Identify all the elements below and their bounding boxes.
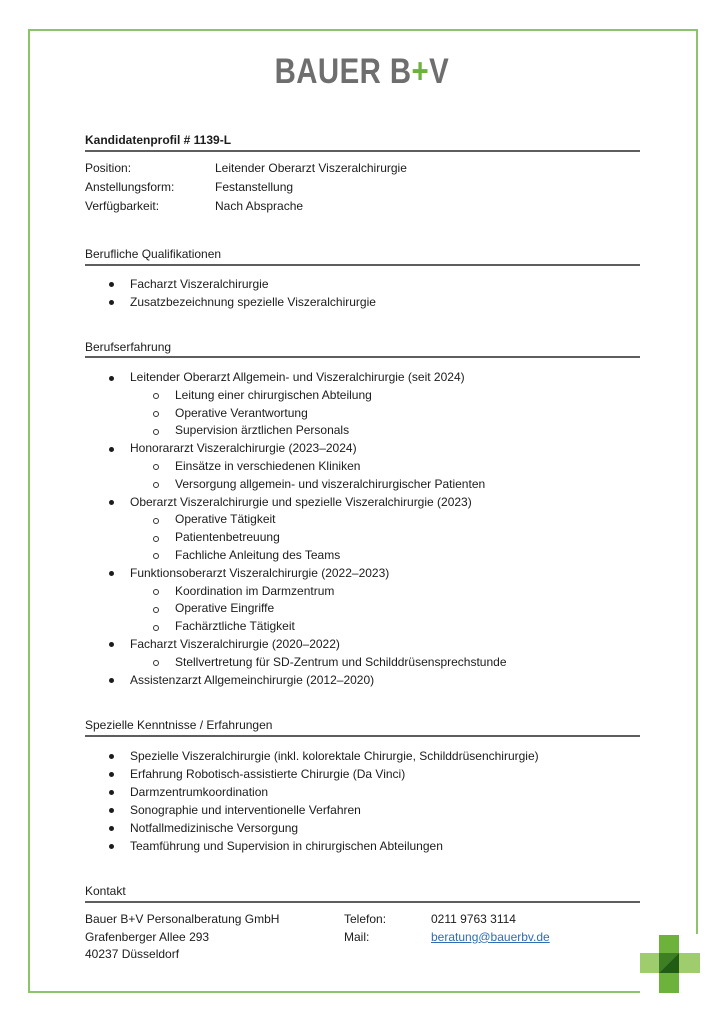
phone-number: 0211 9763 3114: [431, 912, 516, 926]
list-item: [85, 783, 645, 801]
section-heading-skills: Spezielle Kenntnisse / Erfahrungen: [85, 718, 273, 732]
experience-item: [85, 672, 645, 690]
section-divider: [85, 264, 640, 266]
frame-border-top: [28, 29, 698, 31]
list-item-text: Erfahrung Robotisch-assistierte Chirurgie (Da Vinci): [130, 767, 406, 781]
experience-item: [85, 636, 645, 654]
field-value: Leitender Oberarzt Viszeralchirurgie: [215, 161, 407, 175]
experience-detail-text: Operative Verantwortung: [175, 405, 308, 420]
experience-item: [85, 369, 645, 387]
experience-detail: [85, 405, 645, 423]
list-item: [85, 837, 645, 855]
experience-detail: [85, 529, 645, 547]
experience-detail: [85, 458, 645, 476]
city-address: 40237 Düsseldorf: [85, 947, 180, 962]
bullet-icon: [109, 376, 114, 381]
section-divider: [85, 356, 640, 358]
experience-item: [85, 565, 645, 583]
experience-detail: [85, 547, 645, 565]
experience-detail: [85, 583, 645, 601]
sub-bullet-icon: [153, 536, 159, 542]
field-label: Anstellungsform:: [85, 180, 175, 194]
experience-detail: [85, 600, 645, 618]
bullet-icon: [109, 754, 114, 759]
list-item-text: Sonographie und interventionelle Verfahren: [130, 803, 361, 817]
sub-bullet-icon: [153, 607, 159, 613]
bullet-icon: [109, 447, 114, 452]
experience-item: [85, 440, 645, 458]
bullet-icon: [109, 844, 114, 849]
field-position: [85, 159, 640, 178]
sub-bullet-icon: [153, 464, 159, 470]
list-item-text: Zusatzbezeichnung spezielle Viszeralchirurgie: [130, 295, 376, 309]
field-value: Nach Absprache: [215, 199, 304, 213]
logo-text-right: V: [429, 52, 450, 91]
experience-detail-text: Koordination im Darmzentrum: [175, 583, 335, 598]
experience-item: [85, 494, 645, 512]
list-item-text: Spezielle Viszeralchirurgie (inkl. kolorektale Chirurgie, Schilddrüsenchirurgie): [130, 749, 539, 763]
contact-row: [85, 911, 645, 929]
experience-title: Assistenzarzt Allgemeinchirurgie (2012–2020): [130, 672, 375, 687]
field-availability: [85, 197, 640, 216]
sub-bullet-icon: [153, 660, 159, 666]
contact-block: [85, 911, 645, 964]
sub-bullet-icon: [153, 625, 159, 631]
list-item: [85, 275, 645, 293]
experience-detail-text: Patientenbetreuung: [175, 530, 280, 545]
list-item: [85, 819, 645, 837]
experience-detail-text: Operative Tätigkeit: [175, 512, 276, 527]
experience-detail: [85, 654, 645, 672]
experience-title: Leitender Oberarzt Allgemein- und Viszeralchirurgie (seit 2024): [130, 370, 465, 384]
bullet-icon: [109, 772, 114, 777]
street-address: Grafenberger Allee 293: [85, 929, 210, 944]
sub-bullet-icon: [153, 411, 159, 417]
section-divider: [85, 150, 640, 152]
bullet-icon: [109, 300, 114, 305]
experience-detail: [85, 511, 645, 529]
experience-detail: [85, 476, 645, 494]
bullet-icon: [109, 808, 114, 813]
contact-row: [85, 946, 645, 964]
field-value: Festanstellung: [215, 180, 294, 194]
experience-title: Facharzt Viszeralchirurgie (2020–2022): [130, 636, 340, 651]
experience-detail-text: Fachärztliche Tätigkeit: [175, 619, 295, 634]
skills-list: [85, 747, 645, 855]
experience-detail-text: Fachliche Anleitung des Teams: [175, 547, 341, 562]
bullet-icon: [109, 571, 114, 576]
frame-border-right: [696, 29, 698, 934]
mail-label: Mail:: [344, 929, 370, 944]
contact-row: [85, 929, 645, 947]
email-link[interactable]: beratung@bauerbv.de: [431, 929, 550, 944]
sub-bullet-icon: [153, 589, 159, 595]
qualifications-list: [85, 275, 645, 311]
section-heading-qualifications: Berufliche Qualifikationen: [85, 247, 222, 261]
list-item: [85, 801, 645, 819]
experience-detail-text: Supervision ärztlichen Personals: [175, 423, 350, 438]
list-item-text: Darmzentrumkoordination: [130, 785, 269, 799]
bullet-icon: [109, 500, 114, 505]
experience-detail: [85, 387, 645, 405]
list-item-text: Notfallmedizinische Versorgung: [130, 821, 299, 835]
frame-border-bottom: [28, 991, 640, 993]
phone-label: Telefon:: [344, 912, 387, 926]
experience-detail-text: Stellvertretung für SD-Zentrum und Schilddrüsensprechstunde: [175, 654, 507, 669]
company-logo: [0, 52, 724, 92]
company-name: Bauer B+V Personalberatung GmbH: [85, 912, 280, 926]
experience-detail-text: Leitung einer chirurgischen Abteilung: [175, 387, 372, 402]
experience-detail-text: Versorgung allgemein- und viszeralchirurgischer Patienten: [175, 476, 486, 491]
list-item: [85, 765, 645, 783]
profile-title: Kandidatenprofil # 1139-L: [85, 133, 232, 147]
experience-detail: [85, 618, 645, 636]
sub-bullet-icon: [153, 393, 159, 399]
field-employment-type: [85, 178, 640, 197]
field-label: Position:: [85, 161, 132, 175]
bullet-icon: [109, 642, 114, 647]
list-item-text: Teamführung und Supervision in chirurgischen Abteilungen: [130, 839, 443, 853]
bullet-icon: [109, 282, 114, 287]
experience-title: Honorararzt Viszeralchirurgie (2023–2024): [130, 441, 357, 456]
bullet-icon: [109, 678, 114, 683]
experience-title: Funktionsoberarzt Viszeralchirurgie (2022–2023): [130, 565, 390, 580]
sub-bullet-icon: [153, 482, 159, 488]
cross-center: [659, 953, 679, 973]
experience-detail-text: Operative Eingriffe: [175, 601, 275, 616]
bullet-icon: [109, 826, 114, 831]
section-divider: [85, 735, 640, 737]
experience-detail: [85, 422, 645, 440]
experience-detail-text: Einsätze in verschiedenen Kliniken: [175, 458, 361, 473]
experience-title: Oberarzt Viszeralchirurgie und spezielle Viszeralchirurgie (2023): [130, 494, 472, 509]
logo-plus-icon: +: [411, 52, 430, 91]
sub-bullet-icon: [153, 429, 159, 435]
frame-border-left: [28, 29, 30, 993]
experience-list: [85, 369, 645, 689]
list-item: [85, 747, 645, 765]
sub-bullet-icon: [153, 553, 159, 559]
logo-text-left: BAUER B: [274, 52, 412, 91]
list-item-text: Facharzt Viszeralchirurgie: [130, 277, 269, 291]
section-divider: [85, 901, 640, 903]
field-label: Verfügbarkeit:: [85, 199, 160, 213]
sub-bullet-icon: [153, 518, 159, 524]
bullet-icon: [109, 790, 114, 795]
section-heading-experience: Berufserfahrung: [85, 340, 172, 354]
list-item: [85, 293, 645, 311]
section-heading-contact: Kontakt: [85, 884, 126, 898]
